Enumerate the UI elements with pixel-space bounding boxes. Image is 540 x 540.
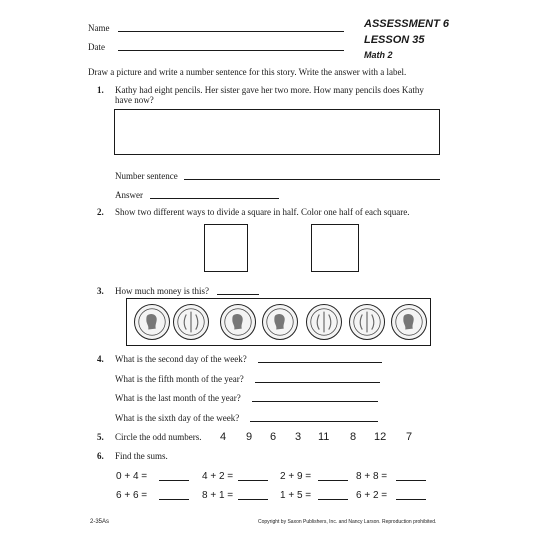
q4-number: 4. <box>97 354 104 364</box>
sum-problem: 6 + 6 = <box>116 490 148 501</box>
q4-item-3: What is the last month of the year? <box>115 393 241 403</box>
q3-text: How much money is this? <box>115 286 209 296</box>
date-label: Date <box>88 42 105 52</box>
q2-square-right[interactable] <box>311 224 359 272</box>
sum-problem: 0 + 4 = <box>116 471 148 482</box>
dime-heads-icon <box>262 304 298 340</box>
odd-choice-7[interactable]: 7 <box>406 431 413 443</box>
answer-line[interactable] <box>150 198 279 199</box>
q1-number: 1. <box>97 85 104 95</box>
dime-heads-icon <box>134 304 170 340</box>
q3-number: 3. <box>97 286 104 296</box>
q1-text-line1: Kathy had eight pencils. Her sister gave her two more. How many pencils does Kathy <box>115 85 424 95</box>
dime-heads-icon <box>391 304 427 340</box>
sum-answer-line[interactable] <box>238 499 268 500</box>
sum-answer-line[interactable] <box>159 480 189 481</box>
date-line[interactable] <box>118 50 344 51</box>
sum-problem: 1 + 5 = <box>280 490 312 501</box>
q4-item-2: What is the fifth month of the year? <box>115 374 244 384</box>
odd-choice-3[interactable]: 3 <box>295 431 302 443</box>
dime-tails-icon <box>306 304 342 340</box>
q1-text-line2: have now? <box>115 95 154 105</box>
odd-choice-6[interactable]: 6 <box>270 431 277 443</box>
sum-answer-line[interactable] <box>318 480 348 481</box>
sum-problem: 8 + 8 = <box>356 471 388 482</box>
dime-tails-icon <box>173 304 209 340</box>
q3-answer-line[interactable] <box>217 294 259 295</box>
q4-answer-line-3[interactable] <box>252 401 378 402</box>
odd-choice-12[interactable]: 12 <box>374 431 387 443</box>
sum-answer-line[interactable] <box>396 480 426 481</box>
sum-problem: 6 + 2 = <box>356 490 388 501</box>
sum-answer-line[interactable] <box>396 499 426 500</box>
q5-number: 5. <box>97 432 104 442</box>
name-label: Name <box>88 23 110 33</box>
assessment-title: ASSESSMENT 6 <box>364 18 449 30</box>
q4-answer-line-2[interactable] <box>255 382 380 383</box>
answer-label: Answer <box>115 190 143 200</box>
q1-drawing-box[interactable] <box>114 109 440 155</box>
lesson-title: LESSON 35 <box>364 34 425 46</box>
number-sentence-line[interactable] <box>184 179 440 180</box>
sum-answer-line[interactable] <box>318 499 348 500</box>
q4-answer-line-1[interactable] <box>258 362 382 363</box>
dime-heads-icon <box>220 304 256 340</box>
odd-choice-11[interactable]: 11 <box>318 431 330 443</box>
sum-problem: 2 + 9 = <box>280 471 312 482</box>
name-line[interactable] <box>118 31 344 32</box>
sum-problem: 8 + 1 = <box>202 490 234 501</box>
sum-answer-line[interactable] <box>238 480 268 481</box>
q6-number: 6. <box>97 451 104 461</box>
q2-number: 2. <box>97 207 104 217</box>
q4-item-1: What is the second day of the week? <box>115 354 247 364</box>
odd-choice-8[interactable]: 8 <box>350 431 357 443</box>
copyright-notice: Copyright by Saxon Publishers, Inc. and Nancy Larson. Reproduction prohibited. <box>258 519 437 525</box>
subject-title: Math 2 <box>364 50 393 60</box>
q2-text: Show two different ways to divide a square in half. Color one half of each square. <box>115 207 410 217</box>
q2-square-left[interactable] <box>204 224 248 272</box>
q5-text: Circle the odd numbers. <box>115 432 202 442</box>
intro-text: Draw a picture and write a number sentence for this story. Write the answer with a label. <box>88 67 407 77</box>
dime-tails-icon <box>349 304 385 340</box>
odd-choice-9[interactable]: 9 <box>246 431 253 443</box>
q4-answer-line-4[interactable] <box>250 421 378 422</box>
page-code: 2-35As <box>90 519 110 525</box>
sum-problem: 4 + 2 = <box>202 471 234 482</box>
q4-item-4: What is the sixth day of the week? <box>115 413 240 423</box>
q6-text: Find the sums. <box>115 451 168 461</box>
number-sentence-label: Number sentence <box>115 171 178 181</box>
odd-choice-4[interactable]: 4 <box>220 431 227 443</box>
sum-answer-line[interactable] <box>159 499 189 500</box>
